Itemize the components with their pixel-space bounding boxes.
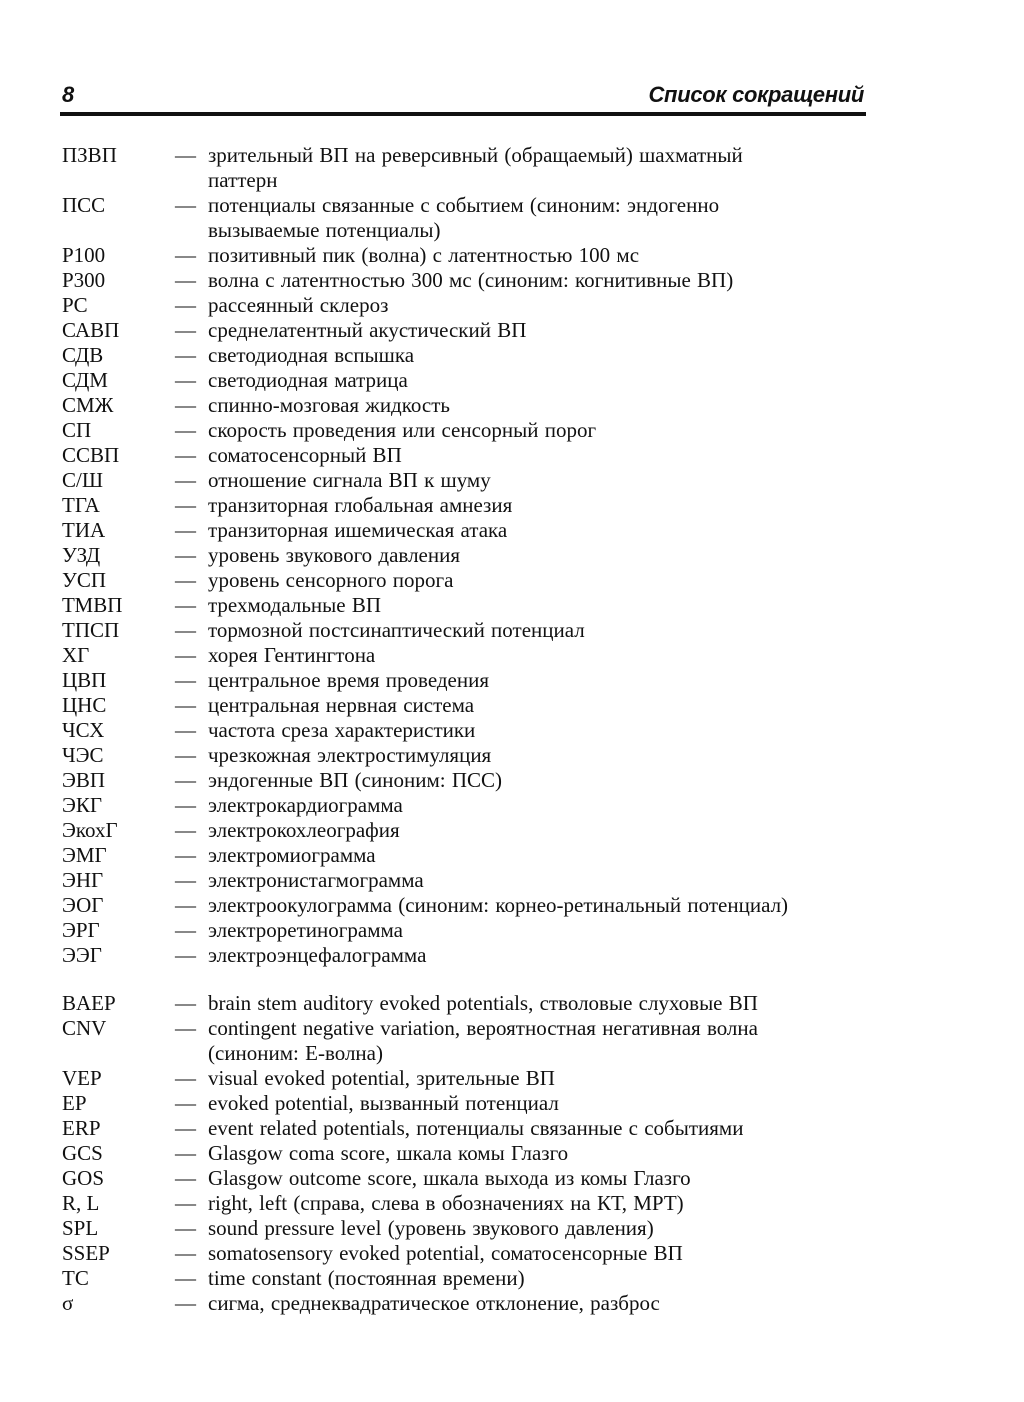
dash-separator: —: [175, 1166, 196, 1190]
abbreviation: ЭОГ: [62, 893, 104, 917]
definition-line: среднелатентный акустический ВП: [208, 318, 527, 342]
dash-separator: —: [175, 1016, 196, 1040]
definition: [208, 343, 862, 368]
dash-separator: —: [175, 618, 196, 642]
page-header: [60, 80, 866, 116]
dash-separator: —: [175, 843, 196, 867]
definition-line: потенциалы связанные с событием (синоним: эндогенно: [208, 193, 720, 217]
abbreviation-entry: [62, 793, 862, 818]
abbreviation-entry: [62, 1241, 862, 1266]
definition: [208, 543, 862, 568]
dash-separator: —: [175, 443, 196, 467]
abbreviation: R, L: [62, 1191, 100, 1215]
definition: [208, 618, 862, 643]
dash-separator: —: [175, 193, 196, 217]
dash-separator: —: [175, 1216, 196, 1240]
dash-separator: —: [175, 1241, 196, 1265]
dash-separator: —: [175, 1116, 196, 1140]
abbreviation: ЦВП: [62, 668, 107, 692]
dash-separator: —: [175, 768, 196, 792]
definition-line: спинно-мозговая жидкость: [208, 393, 450, 417]
abbreviation-entry: [62, 368, 862, 393]
definition-line: транзиторная ишемическая атака: [208, 518, 508, 542]
abbreviation-entry: [62, 543, 862, 568]
definition-line: visual evoked potential, зрительные ВП: [208, 1066, 555, 1090]
abbreviation: ХГ: [62, 643, 90, 667]
latin-abbreviations-group: [62, 991, 862, 1316]
definition-line: brain stem auditory evoked potentials, стволовые слуховые ВП: [208, 991, 758, 1015]
dash-separator: —: [175, 693, 196, 717]
definition-line: электроретинограмма: [208, 918, 403, 942]
abbreviation: ПЗВП: [62, 143, 117, 167]
dash-separator: —: [175, 468, 196, 492]
abbreviation-entry: [62, 268, 862, 293]
abbreviation-entry: [62, 768, 862, 793]
definition-line: электрокардиограмма: [208, 793, 403, 817]
dash-separator: —: [175, 743, 196, 767]
definition: [208, 1241, 862, 1266]
definition: [208, 1191, 862, 1216]
definition: [208, 868, 862, 893]
dash-separator: —: [175, 343, 196, 367]
abbreviation: PC: [62, 293, 88, 317]
definition-line: sound pressure level (уровень звукового давления): [208, 1216, 654, 1240]
dash-separator: —: [175, 518, 196, 542]
definition-line: зрительный ВП на реверсивный (обращаемый) шахматный: [208, 143, 743, 167]
definition: [208, 668, 862, 693]
dash-separator: —: [175, 1191, 196, 1215]
abbreviation-entry: [62, 418, 862, 443]
abbreviation: СДМ: [62, 368, 108, 392]
dash-separator: —: [175, 318, 196, 342]
definition-line: светодиодная вспышка: [208, 343, 415, 367]
definition: [208, 743, 862, 768]
abbreviation: CNV: [62, 1016, 107, 1040]
abbreviation-entry: [62, 618, 862, 643]
abbreviation-entry: [62, 643, 862, 668]
abbreviation: ЭКГ: [62, 793, 103, 817]
abbreviation: ЭЭГ: [62, 943, 102, 967]
dash-separator: —: [175, 1141, 196, 1165]
definition-line: соматосенсорный ВП: [208, 443, 402, 467]
dash-separator: —: [175, 1291, 196, 1315]
abbreviation-entry: [62, 693, 862, 718]
definition: [208, 393, 862, 418]
definition-line: позитивный пик (волна) с латентностью 100 мс: [208, 243, 640, 267]
abbreviation-entry: [62, 668, 862, 693]
dash-separator: —: [175, 543, 196, 567]
abbreviation-entry: [62, 443, 862, 468]
abbreviation-entry: [62, 243, 862, 268]
definition: [208, 1116, 862, 1141]
definition: [208, 918, 862, 943]
dash-separator: —: [175, 593, 196, 617]
definition: [208, 943, 862, 968]
dash-separator: —: [175, 1091, 196, 1115]
definition: [208, 568, 862, 593]
definition-line: электроокулограмма (синоним: корнео-ретинальный потенциал): [208, 893, 789, 917]
abbreviation: GOS: [62, 1166, 105, 1190]
definition: [208, 991, 862, 1016]
dash-separator: —: [175, 293, 196, 317]
definition: [208, 1091, 862, 1116]
definition-line: электромиограмма: [208, 843, 376, 867]
abbreviation-entry: [62, 718, 862, 743]
definition-line: эндогенные ВП (синоним: ПСС): [208, 768, 502, 792]
definition: [208, 1016, 862, 1066]
definition-line: рассеянный склероз: [208, 293, 389, 317]
abbreviation: ЭВП: [62, 768, 106, 792]
abbreviation: BAEP: [62, 991, 116, 1015]
definition-line: электронистагмограмма: [208, 868, 424, 892]
abbreviation: СП: [62, 418, 92, 442]
abbreviation-entry: [62, 918, 862, 943]
dash-separator: —: [175, 818, 196, 842]
abbreviation-entry: [62, 1216, 862, 1241]
abbreviation: σ: [62, 1291, 74, 1315]
dash-separator: —: [175, 918, 196, 942]
definition: [208, 818, 862, 843]
abbreviation: ТИА: [62, 518, 106, 542]
definition-line: (синоним: Е-волна): [208, 1041, 383, 1065]
definition-line: уровень звукового давления: [208, 543, 461, 567]
abbreviation-entry: [62, 293, 862, 318]
definition: [208, 293, 862, 318]
abbreviation-entry: [62, 868, 862, 893]
definition-line: сигма, среднеквадратическое отклонение, разброс: [208, 1291, 660, 1315]
abbreviation: ТМВП: [62, 593, 123, 617]
definition-line: evoked potential, вызванный потенциал: [208, 1091, 559, 1115]
definition-line: электрокохлеография: [208, 818, 400, 842]
definition-line: трехмодальные ВП: [208, 593, 381, 617]
abbreviation: VEP: [62, 1066, 102, 1090]
abbreviation: УЗД: [62, 543, 101, 567]
page-number: 8: [62, 82, 75, 107]
definition: [208, 1066, 862, 1091]
abbreviation: TC: [62, 1266, 89, 1290]
abbreviation-entry: [62, 468, 862, 493]
dash-separator: —: [175, 493, 196, 517]
dash-separator: —: [175, 793, 196, 817]
definition-line: time constant (постоянная времени): [208, 1266, 525, 1290]
definition: [208, 843, 862, 868]
section-title: Список сокращений: [648, 82, 864, 107]
abbreviation-entry: [62, 843, 862, 868]
definition: [208, 418, 862, 443]
abbreviation-entry: [62, 1291, 862, 1316]
abbreviation: EP: [62, 1091, 87, 1115]
abbreviation-entry: [62, 593, 862, 618]
abbreviations-list: [62, 143, 862, 1339]
definition: [208, 318, 862, 343]
abbreviation-entry: [62, 1266, 862, 1291]
abbreviation-entry: [62, 991, 862, 1016]
definition: [208, 768, 862, 793]
abbreviation-entry: [62, 1191, 862, 1216]
abbreviation-entry: [62, 143, 862, 193]
abbreviation-entry: [62, 343, 862, 368]
definition: [208, 718, 862, 743]
definition-line: транзиторная глобальная амнезия: [208, 493, 513, 517]
abbreviation: ССВП: [62, 443, 120, 467]
dash-separator: —: [175, 718, 196, 742]
abbreviation: ERP: [62, 1116, 101, 1140]
definition-line: хорея Гентингтона: [208, 643, 376, 667]
abbreviation-entry: [62, 318, 862, 343]
abbreviation: ЦНС: [62, 693, 107, 717]
dash-separator: —: [175, 368, 196, 392]
definition: [208, 493, 862, 518]
abbreviation-entry: [62, 193, 862, 243]
definition: [208, 268, 862, 293]
dash-separator: —: [175, 991, 196, 1015]
abbreviation-entry: [62, 943, 862, 968]
definition: [208, 893, 862, 918]
abbreviation-entry: [62, 1116, 862, 1141]
definition-line: чрезкожная электростимуляция: [208, 743, 492, 767]
definition: [208, 1141, 862, 1166]
definition-line: contingent negative variation, вероятностная негативная волна: [208, 1016, 758, 1040]
abbreviation: ТПСП: [62, 618, 120, 642]
definition: [208, 1216, 862, 1241]
definition: [208, 1291, 862, 1316]
abbreviation: ЭНГ: [62, 868, 104, 892]
abbreviation: ЧЭС: [62, 743, 104, 767]
definition-line: центральная нервная система: [208, 693, 475, 717]
definition: [208, 643, 862, 668]
abbreviation-entry: [62, 393, 862, 418]
definition: [208, 1166, 862, 1191]
dash-separator: —: [175, 943, 196, 967]
definition: [208, 593, 862, 618]
abbreviation: СДВ: [62, 343, 104, 367]
abbreviation: ЭРГ: [62, 918, 100, 942]
abbreviation-entry: [62, 493, 862, 518]
dash-separator: —: [175, 893, 196, 917]
definition: [208, 143, 862, 193]
definition: [208, 518, 862, 543]
definition: [208, 1266, 862, 1291]
abbreviation-entry: [62, 1141, 862, 1166]
definition: [208, 443, 862, 468]
abbreviation-entry: [62, 518, 862, 543]
abbreviation: С/Ш: [62, 468, 104, 492]
abbreviation: SPL: [62, 1216, 99, 1240]
definition-line: электроэнцефалограмма: [208, 943, 427, 967]
definition: [208, 693, 862, 718]
dash-separator: —: [175, 143, 196, 167]
russian-abbreviations-group: [62, 143, 862, 968]
definition: [208, 193, 862, 243]
abbreviation-entry: [62, 1016, 862, 1066]
definition-line: Glasgow outcome score, шкала выхода из комы Глазго: [208, 1166, 691, 1190]
definition-line: скорость проведения или сенсорный порог: [208, 418, 597, 442]
abbreviation: САВП: [62, 318, 120, 342]
dash-separator: —: [175, 418, 196, 442]
abbreviation: SSEP: [62, 1241, 110, 1265]
dash-separator: —: [175, 268, 196, 292]
dash-separator: —: [175, 668, 196, 692]
dash-separator: —: [175, 243, 196, 267]
definition-line: тормозной постсинаптический потенциал: [208, 618, 585, 642]
definition-line: центральное время проведения: [208, 668, 490, 692]
dash-separator: —: [175, 1266, 196, 1290]
abbreviation-entry: [62, 743, 862, 768]
abbreviation: P300: [62, 268, 106, 292]
abbreviation-entry: [62, 1091, 862, 1116]
abbreviation: ЭМГ: [62, 843, 107, 867]
dash-separator: —: [175, 868, 196, 892]
definition-line: event related potentials, потенциалы связанные с событиями: [208, 1116, 744, 1140]
definition-line: Glasgow coma score, шкала комы Глазго: [208, 1141, 569, 1165]
abbreviation: УСП: [62, 568, 107, 592]
definition-line: отношение сигнала ВП к шуму: [208, 468, 491, 492]
definition: [208, 793, 862, 818]
definition-line: паттерн: [208, 168, 278, 192]
definition: [208, 368, 862, 393]
abbreviation: ЧСХ: [62, 718, 105, 742]
definition-line: somatosensory evoked potential, соматосенсорные ВП: [208, 1241, 683, 1265]
abbreviation-entry: [62, 818, 862, 843]
dash-separator: —: [175, 1066, 196, 1090]
dash-separator: —: [175, 393, 196, 417]
abbreviation: GCS: [62, 1141, 103, 1165]
definition-line: волна с латентностью 300 мс (синоним: когнитивные ВП): [208, 268, 734, 292]
abbreviation: ТГА: [62, 493, 100, 517]
abbreviation-entry: [62, 1066, 862, 1091]
abbreviation: СМЖ: [62, 393, 114, 417]
dash-separator: —: [175, 643, 196, 667]
abbreviation: ЭкохГ: [62, 818, 118, 842]
dash-separator: —: [175, 568, 196, 592]
definition-line: right, left (справа, слева в обозначениях на КТ, МРТ): [208, 1191, 684, 1215]
definition: [208, 468, 862, 493]
definition-line: частота среза характеристики: [208, 718, 476, 742]
definition: [208, 243, 862, 268]
definition-line: уровень сенсорного порога: [208, 568, 454, 592]
abbreviation-entry: [62, 568, 862, 593]
abbreviation-entry: [62, 893, 862, 918]
abbreviation: P100: [62, 243, 106, 267]
definition-line: светодиодная матрица: [208, 368, 408, 392]
abbreviation-entry: [62, 1166, 862, 1191]
abbreviation: ПСС: [62, 193, 106, 217]
definition-line: вызываемые потенциалы): [208, 218, 441, 242]
